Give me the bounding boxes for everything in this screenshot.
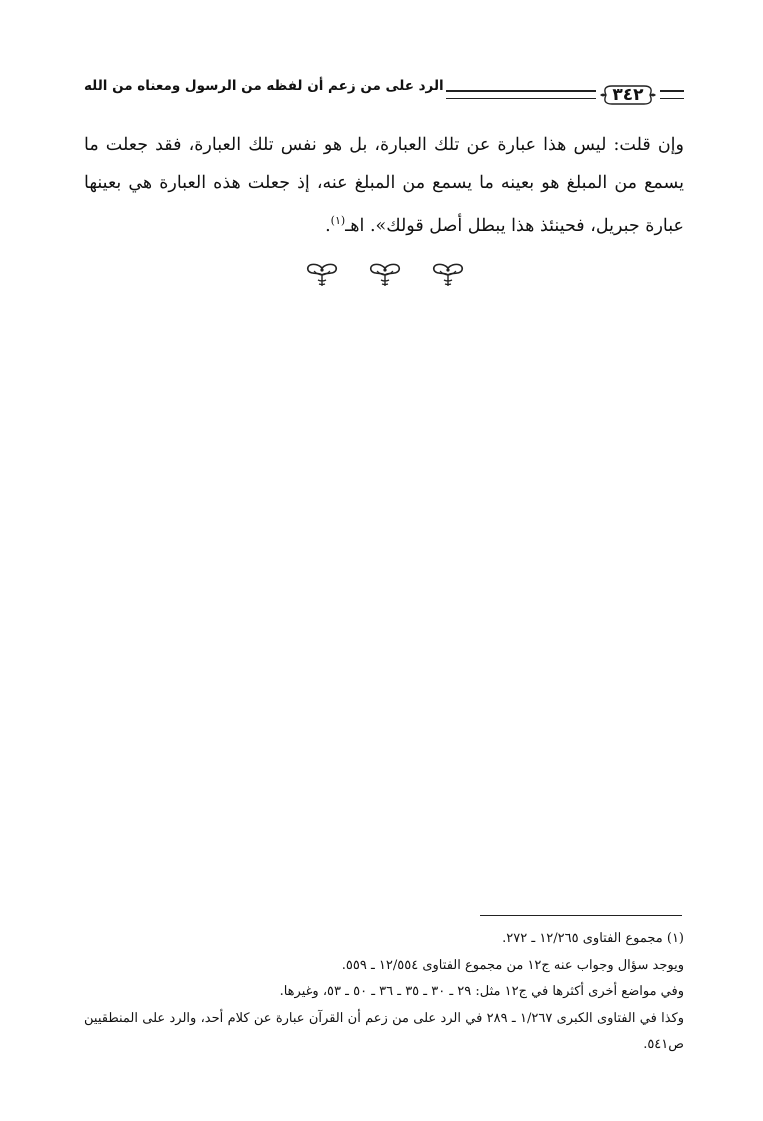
- footnotes: [84, 926, 684, 1059]
- floral-ornament-icon: [300, 262, 344, 288]
- body-paragraph: [84, 126, 684, 245]
- footnote-line: وكذا في الفتاوى الكبرى ١/٢٦٧ ـ ٢٨٩ في الرد على من زعم أن القرآن عبارة عن كلام أحد، والرد على المنطقيين ص٥٤١.: [84, 1010, 684, 1052]
- floral-ornament-icon: [426, 262, 470, 288]
- running-title: الرد على من زعم أن لفظه من الرسول ومعناه من الله: [84, 78, 444, 94]
- footnote-line: وفي مواضع أخرى أكثرها في ج١٢ مثل: ٢٩ ـ ٣٠ ـ ٣٥ ـ ٣٦ ـ ٥٠ ـ ٥٣، وغيرها.: [279, 984, 684, 999]
- body-text-content: وإن قلت: ليس هذا عبارة عن تلك العبارة، بل هو نفس تلك العبارة، فقد جعلت ما يسمع من المبلغ هو بعينه ما يسمع من المبلغ عنه، إذ جعلت هذه العبارة هي بعينها عبارة جبريل، فحينئذ هذا يبطل أصل قولك». اهـ: [84, 135, 684, 236]
- floral-ornament-icon: [363, 262, 407, 288]
- footnote-reference[interactable]: (١): [330, 214, 346, 227]
- footnote-line: ويوجد سؤال وجواب عنه ج١٢ من مجموع الفتاوى ١٢/٥٥٤ ـ ٥٥٩.: [341, 957, 684, 973]
- page-number: ٣٤٢: [612, 85, 644, 105]
- page-number-frame: [598, 80, 658, 110]
- header-rule-main: [446, 90, 596, 99]
- body-closing-punctuation: .: [325, 215, 331, 236]
- footnote-separator: [480, 915, 682, 916]
- footnote-line: (١) مجموع الفتاوى ١٢/٢٦٥ ـ ٢٧٢.: [502, 931, 684, 946]
- section-divider: [300, 262, 470, 288]
- running-header: [80, 74, 684, 118]
- header-rule-right: [660, 90, 684, 99]
